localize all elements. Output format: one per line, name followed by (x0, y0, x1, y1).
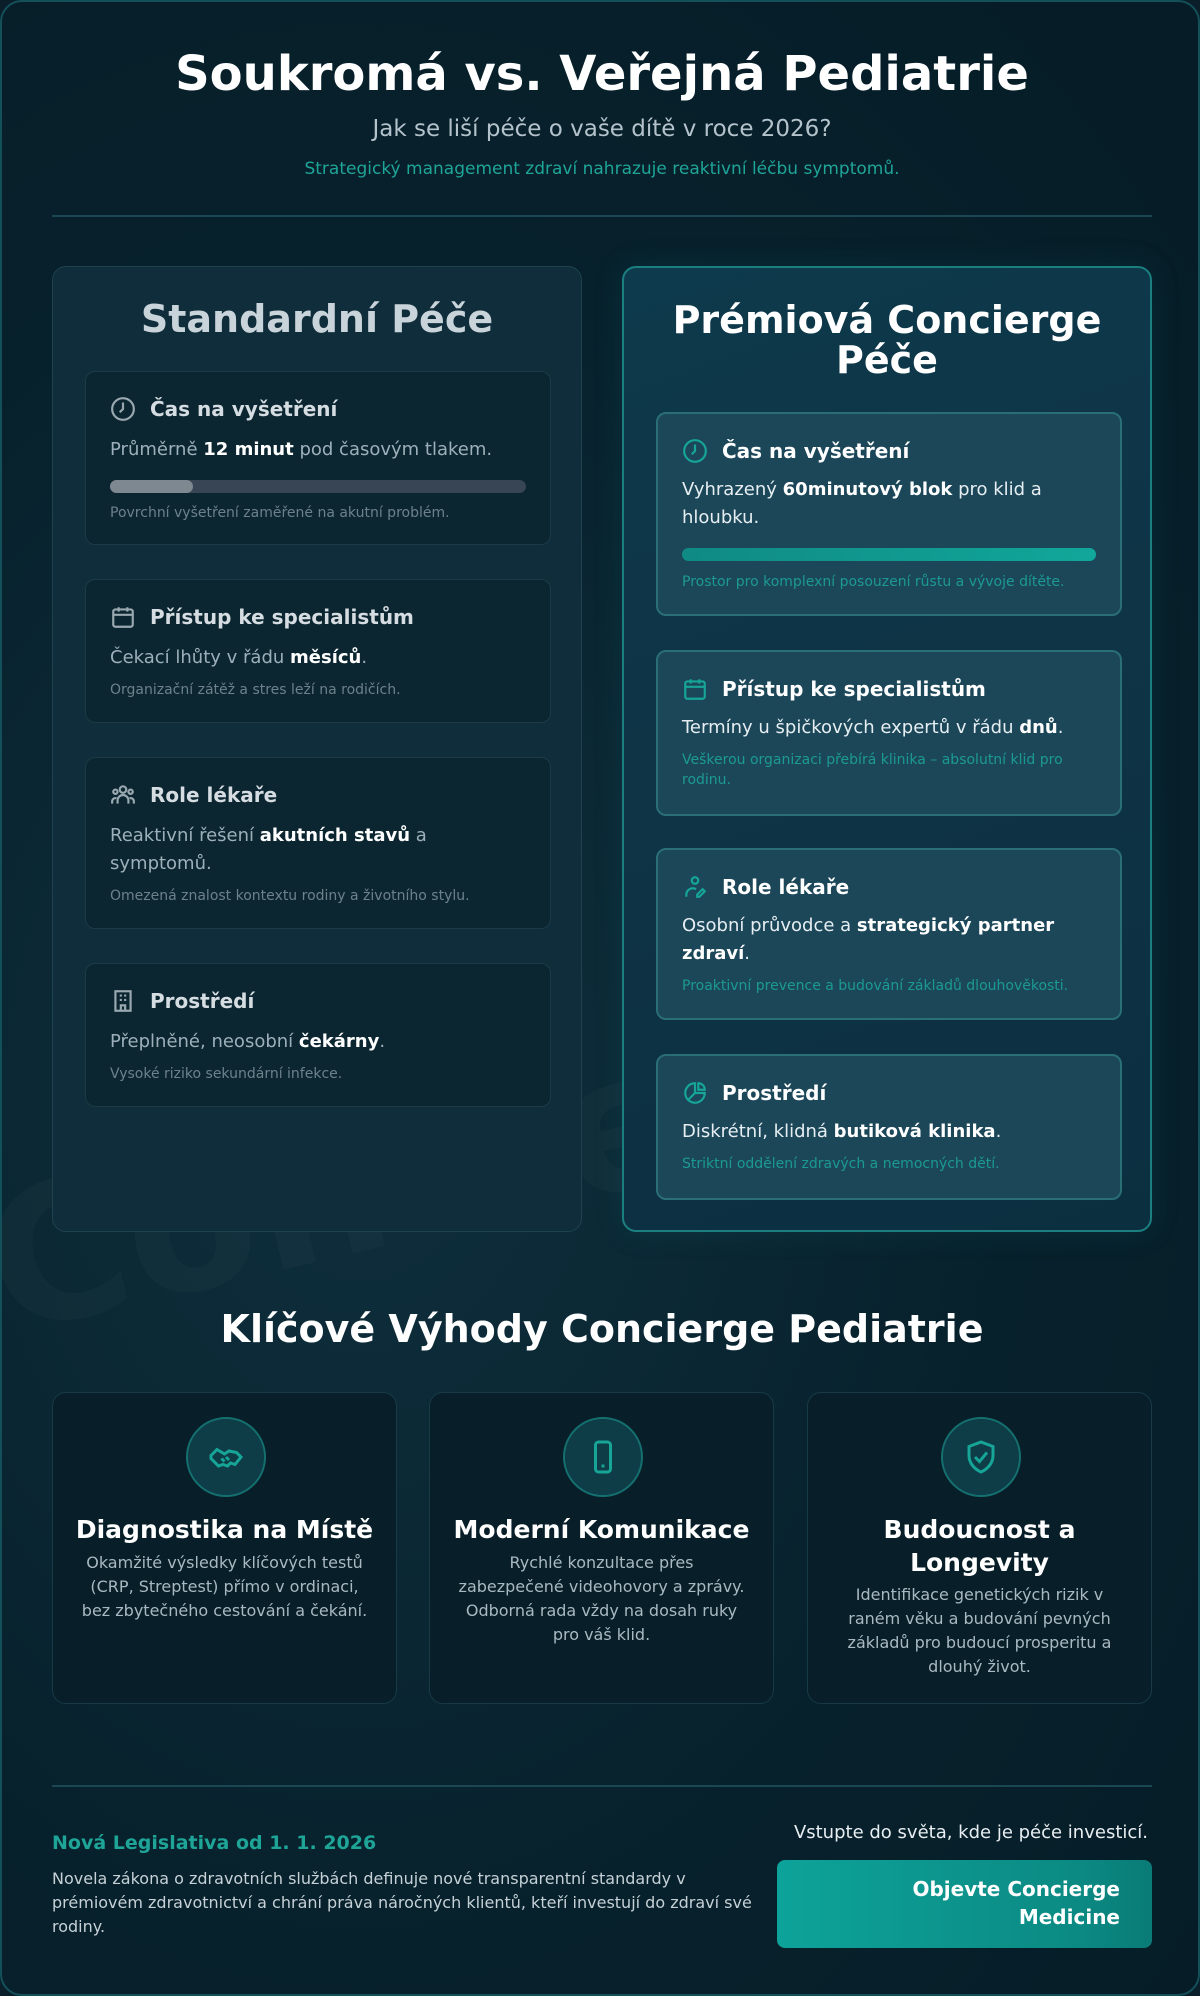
card-title: Prostředí (722, 1081, 827, 1105)
page-tagline: Strategický management zdraví nahrazuje reaktivní léčbu symptomů. (304, 159, 900, 179)
benefit-title: Budoucnost a Longevity (883, 1515, 1076, 1577)
cta-button[interactable]: Objevte Concierge Medicine (777, 1860, 1152, 1948)
user-guide-icon (682, 874, 708, 900)
standard-care-title: Standardní Péče (140, 297, 494, 341)
benefit-title: Moderní Komunikace (453, 1515, 750, 1544)
time-progress-bar (110, 480, 526, 493)
time-progress-fill (110, 480, 193, 493)
card-note: Omezená znalost kontextu rodiny a životního stylu. (110, 888, 470, 904)
card-note: Povrchní vyšetření zaměřené na akutní problém. (110, 505, 450, 521)
benefit-card-diagnostics (52, 1392, 397, 1704)
clock-icon (682, 438, 708, 464)
header-divider (52, 215, 1152, 217)
benefit-text: Okamžité výsledky klíčových testů (CRP, Streptest) přímo v ordinaci, bez zbytečného cestování a čekání. (81, 1553, 368, 1620)
standard-card-environment (85, 963, 551, 1107)
building-icon (110, 988, 136, 1014)
card-body: Diskrétní, klidná butiková klinika. (682, 1121, 1002, 1142)
card-note: Proaktivní prevence a budování základů dlouhověkosti. (682, 978, 1069, 994)
card-body: Reaktivní řešení akutních stavů a symptomů. (110, 825, 427, 874)
card-note: Prostor pro komplexní posouzení růstu a vývoje dítěte. (682, 574, 1065, 590)
card-title: Role lékaře (150, 783, 278, 807)
card-title: Čas na vyšetření (150, 397, 338, 421)
card-title: Role lékaře (722, 875, 850, 899)
card-note: Veškerou organizaci přebírá klinika – absolutní klid pro rodinu. (682, 752, 1063, 788)
smartphone-icon (563, 1417, 643, 1497)
card-title: Přístup ke specialistům (722, 677, 986, 701)
premium-card-doctor-role (656, 848, 1122, 1020)
handshake-icon (186, 1417, 266, 1497)
page-subtitle: Jak se liší péče o vaše dítě v roce 2026? (372, 116, 832, 142)
calendar-icon (682, 676, 708, 702)
cta-lead: Vstupte do světa, kde je péče investicí. (793, 1822, 1148, 1843)
card-title: Čas na vyšetření (722, 439, 910, 463)
card-body: Osobní průvodce a strategický partner zdraví. (682, 915, 1055, 964)
time-progress-bar (682, 548, 1096, 561)
premium-care-title: Prémiová Concierge Péče (672, 298, 1102, 382)
card-note: Organizační zátěž a stres leží na rodičích. (110, 682, 401, 698)
clock-icon (110, 396, 136, 422)
premium-card-time (656, 412, 1122, 616)
card-title: Přístup ke specialistům (150, 605, 414, 629)
standard-card-specialists (85, 579, 551, 723)
premium-card-environment (656, 1054, 1122, 1200)
card-note: Vysoké riziko sekundární infekce. (110, 1066, 343, 1082)
premium-care-column (622, 266, 1152, 1232)
benefit-card-longevity (807, 1392, 1152, 1704)
benefits-title: Klíčové Výhody Concierge Pediatrie (220, 1307, 984, 1351)
card-note: Striktní oddělení zdravých a nemocných dětí. (682, 1156, 1000, 1172)
legislation-text: Novela zákona o zdravotních službách definuje nové transparentní standardy v prémiovém zdravotnictví a chrání práva náročných klientů, kteří investují do zdraví své rodiny. (52, 1869, 752, 1936)
page-title: Soukromá vs. Veřejná Pediatrie (175, 46, 1029, 102)
card-title: Prostředí (150, 989, 255, 1013)
standard-care-column (52, 266, 582, 1232)
time-progress-fill (682, 548, 1096, 561)
standard-card-doctor-role (85, 757, 551, 929)
calendar-icon (110, 604, 136, 630)
footer-divider (52, 1785, 1152, 1787)
card-body: Vyhrazený 60minutový blok pro klid a hloubku. (682, 479, 1042, 528)
premium-card-specialists (656, 650, 1122, 816)
legislation-title: Nová Legislativa od 1. 1. 2026 (52, 1832, 377, 1854)
benefit-card-communication (429, 1392, 774, 1704)
benefit-text: Rychlé konzultace přes zabezpečené videohovory a zprávy. Odborná rada vždy na dosah ruky pro váš klid. (458, 1553, 745, 1644)
benefit-text: Identifikace genetických rizik v raném věku a budování pevných základů pro budoucí prosperitu a dlouhý život. (847, 1585, 1112, 1676)
people-icon (110, 782, 136, 808)
shield-check-icon (941, 1417, 1021, 1497)
card-body: Průměrně 12 minut pod časovým tlakem. (110, 439, 493, 460)
benefit-title: Diagnostika na Místě (75, 1515, 374, 1544)
card-body: Termíny u špičkových expertů v řádu dnů. (682, 717, 1064, 738)
card-body: Přeplněné, neosobní čekárny. (110, 1031, 386, 1052)
leaf-icon (682, 1080, 708, 1106)
standard-card-time (85, 371, 551, 545)
card-body: Čekací lhůty v řádu měsíců. (110, 647, 368, 668)
